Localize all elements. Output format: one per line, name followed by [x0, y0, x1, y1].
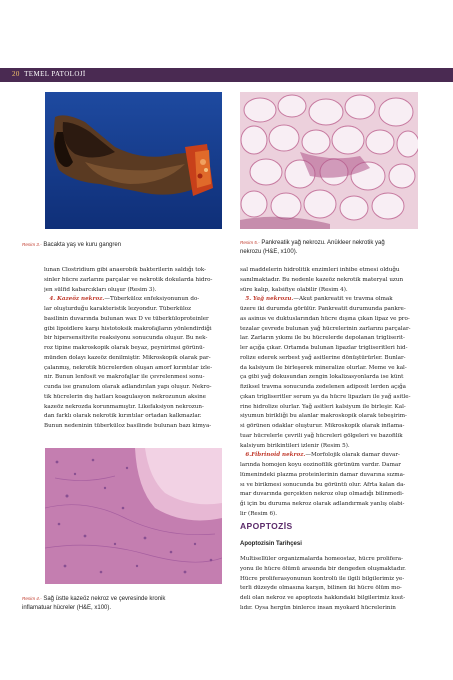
figure-3-caption: Resim 3.- Bacakta yaş ve kuru gangren	[22, 242, 122, 248]
left-column-text: lunan Clostridium gibi anaerobik bakterilerin saldığı tok- sinler hücre zarlarını parçalar ve nekrotik dokularda hidro- jen sülfid kabarcıkları oluşur (Resim 3). 4. Kazeöz nekroz.—Tüberküloz enfeksiyonunun do- lar oluşturduğu karakteristik lezyondur. Tüberküloz basilinin duvarında bulunan wax D ve tüberküloproteinler gibi lipoidlere karşı histotoksik makrofajların yönlendirdiği bir hipersensitivite reaksiyonu sonucunda oluşur. Bu nek- roz tipine makroskopik olarak beyaz, peynirimsi görünü- münden dolayı kazeöz denilmiştir. Mikroskopik olarak par- çalanmış, nekrotik hücrelerden oluşan amorf kırıntılar izle- nir. Bunun lenfosit ve makrofajlar ile çevrelenmesi sonu- cunda ise granulom olarak adlandırılan yapı oluşur. Nekro- tik hücrelerin dış hatları koagulasyon nekrozunun aksine kazeöz nekrozda korunmamıştır. Likefaksiyon nekrozun- dan farklı olarak nekrotik kırıntılar ortadan kalkmazlar. Bunun nedeninin tüberküloz basilinde bulunan bazı kimya-	[44, 266, 222, 432]
figure-leg-gangrene-image	[45, 92, 222, 229]
figure-caseous-necrosis-image	[45, 448, 222, 584]
right-column-text-bottom: Multisellüler organizmalarda homeostaz, hücre prolifera- yonu ile hücre ölümü arasında bir dengeden oluşmaktadır. Hücre proliferasyonunun kontrolü ile ilgili bilgilerimiz ye- terli düzeyde olmasına karşın, bilinen iki hücre ölüm mo- deli olan nekroz ve apoptozis hakkındaki bilgilerimiz kısıt- lıdır. Oysa hergün binlerce insan myokard hücrelerinin	[240, 556, 406, 611]
right-column-text: sal maddelerin hidrolitik enzimleri inhibe etmesi olduğu sanılmaktadır. Bu nedenle kazeöz nekrotik materyal uzun süre kalıp, kalsifiye olabilir (Resim 4). 5. Yağ nekrozu.—Akut pankreatit ve travma olmak üzere iki durumda görülür. Pankreatit durumunda pankre- as asinus ve duktuslarından hücre dışına çıkan lipaz ve pro- tezalar çevrede bulunan yağ hücrelerinin zarlarını parçalar- lar. Zarların yıkımı ile bu hücrelerde depolanan trigliserit- ler açığa çıkar. Ortamda bulunan lipazlar trigliseritleri hid- rolize ederek serbest yağ asitlerine dönüştürürler. Bunlar- da kalsiyum ile birleşerek mineralize olurlar. Meme ve kal- ça gibi yağ dokusundan zengin lokalizasyonlarda ise künt fiziksel travma sonucunda zedelenen adiposit lerden açığa çıkan trigliseritler serum ya da hücre lipazları ile yağ asitle- rine hidrolize olurlar. Yağ asitleri kalsiyum ile birleşir. Kal- siyumun birikliği bu alanlar makroskopik olarak tebeşirim- si görünen odaklar oluşturur. Mikroskopik olarak inflama- tuar hücrelerle çevrili yağ hücreleri gölgeleri ve bazofilik kalsiyum birikintileri izlenir (Resim 5). 6.Fibrinoid nekroz.—Morfolojik olarak damar duvar- larında homojen koyu eozinofilik görünüm vardır. Damar lümenindeki plazma proteinlerinin damar duvarına sızma- sı ve birikmesi sonucunda bu görüntü olur. Afrta kalan da- mar duvarında gerçekten nekroz olup olmadığı bilinmedi- ği için bu duruma nekroz olarak adlandırmak yanlış olabi- lir (Resim 6).	[240, 266, 418, 520]
item-6-heading: 6.Fibrinoid nekroz.—Morfolojik olarak damar duvar-	[245, 452, 400, 459]
subsection-title: Apoptozisin Tarihçesi	[240, 541, 302, 547]
figure-4-caption: Resim 4.- Sağ üstte kazeöz nekroz ve çevresinde kronik inflamatuar hücreler (H&E, x100).	[22, 596, 166, 611]
figure-5-caption: Resim 5.- Pankreatik yağ nekrozu. Anükleer nekrotik yağ nekrozu (H&E, x100).	[240, 240, 385, 255]
item-5-heading: 5. Yağ nekrozu.—Akut pankreatit ve travma olmak	[245, 296, 393, 303]
item-4-heading: 4. Kazeöz nekroz.—Tüberküloz enfeksiyonunun do-	[49, 296, 200, 303]
figure-fat-necrosis-image	[240, 92, 418, 229]
section-title: APOPTOZİS	[240, 521, 293, 531]
page-number: 20	[12, 70, 20, 78]
page-header	[0, 68, 453, 82]
running-title: TEMEL PATOLOJİ	[24, 70, 86, 78]
